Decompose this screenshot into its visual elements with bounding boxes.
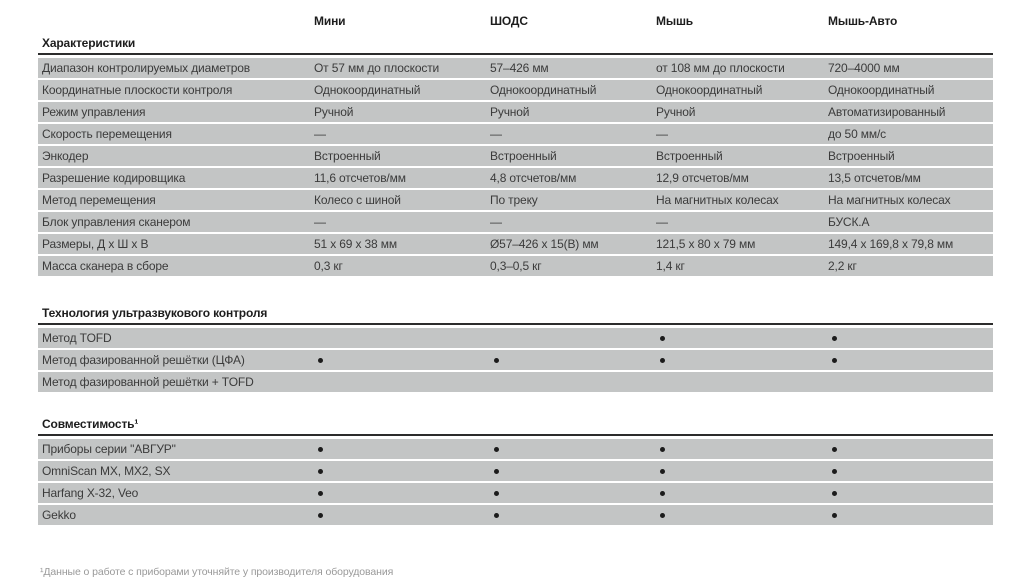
- row-label: Координатные плоскости контроля: [42, 83, 233, 97]
- row-label: Harfang X-32, Veo: [42, 486, 139, 500]
- table-row: [38, 461, 993, 481]
- row-label: Разрешение кодировщика: [42, 171, 186, 185]
- section-rows: [38, 328, 993, 392]
- table-row: [38, 58, 993, 78]
- row-value: Ø57–426 х 15(В) мм: [490, 237, 599, 251]
- row-value: По треку: [490, 193, 538, 207]
- bullet-dot-icon: [318, 491, 323, 496]
- table-row: [38, 439, 993, 459]
- row-value: 720–4000 мм: [828, 61, 900, 75]
- row-label: OmniScan MX, MX2, SX: [42, 464, 171, 478]
- row-value: [314, 439, 490, 459]
- section-rows: [38, 58, 993, 276]
- bullet-dot-icon: [832, 513, 837, 518]
- bullet-dot-icon: [494, 447, 499, 452]
- row-value: —: [490, 215, 502, 229]
- section-title: Технология ультразвукового контроля: [38, 307, 993, 325]
- bullet-dot-icon: [832, 447, 837, 452]
- section-title: Характеристики: [38, 37, 993, 55]
- row-value: 57–426 мм: [490, 61, 549, 75]
- table-row: [38, 80, 993, 100]
- table-row: [38, 234, 993, 254]
- row-value: [828, 439, 993, 459]
- row-value: [656, 328, 828, 348]
- row-value: 13,5 отсчетов/мм: [828, 171, 921, 185]
- row-value: 0,3 кг: [314, 259, 343, 273]
- row-value: [656, 439, 828, 459]
- row-value: [656, 461, 828, 481]
- section-ut-technology: [38, 307, 993, 394]
- row-value: —: [490, 127, 502, 141]
- row-label: Метод фазированной решётки (ЦФА): [42, 353, 245, 367]
- row-label: Метод фазированной решётки + TOFD: [42, 375, 254, 389]
- row-value: 0,3–0,5 кг: [490, 259, 542, 273]
- row-value: [314, 461, 490, 481]
- bullet-dot-icon: [318, 358, 323, 363]
- row-label: Метод перемещения: [42, 193, 156, 207]
- row-value: [314, 350, 490, 370]
- row-value: [656, 350, 828, 370]
- row-value: [656, 483, 828, 503]
- table-row: [38, 190, 993, 210]
- row-label: Размеры, Д х Ш х В: [42, 237, 149, 251]
- column-header-shods: ШОДС: [490, 14, 528, 28]
- row-label: Режим управления: [42, 105, 146, 119]
- row-value: —: [656, 127, 668, 141]
- bullet-dot-icon: [660, 469, 665, 474]
- bullet-dot-icon: [494, 491, 499, 496]
- row-value: [314, 483, 490, 503]
- row-value: Ручной: [656, 105, 696, 119]
- table-row: [38, 212, 993, 232]
- row-label: Приборы серии "АВГУР": [42, 442, 176, 456]
- row-label: Диапазон контролируемых диаметров: [42, 61, 250, 75]
- table-row: [38, 256, 993, 276]
- row-value: Автоматизированный: [828, 105, 946, 119]
- row-value: —: [314, 215, 326, 229]
- row-value: 149,4 х 169,8 х 79,8 мм: [828, 237, 954, 251]
- bullet-dot-icon: [660, 358, 665, 363]
- row-value: 2,2 кг: [828, 259, 857, 273]
- row-value: [490, 505, 656, 525]
- row-value: 1,4 кг: [656, 259, 685, 273]
- row-value: 12,9 отсчетов/мм: [656, 171, 749, 185]
- row-value: Встроенный: [656, 149, 723, 163]
- bullet-dot-icon: [318, 469, 323, 474]
- bullet-dot-icon: [660, 491, 665, 496]
- row-label: Блок управления сканером: [42, 215, 191, 229]
- row-value: Однокоординатный: [490, 83, 597, 97]
- row-value: [490, 439, 656, 459]
- bullet-dot-icon: [494, 469, 499, 474]
- bullet-dot-icon: [660, 447, 665, 452]
- row-value: [490, 461, 656, 481]
- bullet-dot-icon: [832, 469, 837, 474]
- footnote-clipped: ¹Данные о работе с приборами уточняйте у производителя оборудования: [40, 566, 394, 578]
- table-row: [38, 102, 993, 122]
- bullet-dot-icon: [318, 513, 323, 518]
- row-label: Скорость перемещения: [42, 127, 172, 141]
- column-header-mysh: Мышь: [656, 14, 694, 28]
- row-label: Gekko: [42, 508, 76, 522]
- row-value: 121,5 х 80 х 79 мм: [656, 237, 756, 251]
- table-row: [38, 483, 993, 503]
- row-value: [490, 350, 656, 370]
- row-value: На магнитных колесах: [828, 193, 951, 207]
- table-row: [38, 168, 993, 188]
- row-value: Встроенный: [314, 149, 381, 163]
- row-value: [828, 328, 993, 348]
- bullet-dot-icon: [832, 358, 837, 363]
- row-value: [828, 505, 993, 525]
- bullet-dot-icon: [494, 358, 499, 363]
- row-value: От 57 мм до плоскости: [314, 61, 440, 75]
- table-row: [38, 146, 993, 166]
- table-row: [38, 372, 993, 392]
- column-header-mysh-avto: Мышь-Авто: [828, 14, 898, 28]
- row-value: Однокоординатный: [314, 83, 421, 97]
- section-characteristics: [38, 37, 993, 278]
- row-value: Встроенный: [828, 149, 895, 163]
- row-value: —: [656, 215, 668, 229]
- bullet-dot-icon: [660, 513, 665, 518]
- table-row: [38, 124, 993, 144]
- column-header-row: [38, 14, 993, 28]
- row-value: [828, 483, 993, 503]
- row-value: Однокоординатный: [656, 83, 763, 97]
- column-header-mini: Мини: [314, 14, 346, 28]
- section-title: Совместимость¹: [38, 418, 993, 436]
- row-value: от 108 мм до плоскости: [656, 61, 785, 75]
- row-value: до 50 мм/с: [828, 127, 887, 141]
- bullet-dot-icon: [832, 336, 837, 341]
- table-row: [38, 350, 993, 370]
- row-value: 11,6 отсчетов/мм: [314, 171, 406, 185]
- column-header-empty: [38, 14, 314, 28]
- row-value: Колесо с шиной: [314, 193, 401, 207]
- row-value: 51 х 69 х 38 мм: [314, 237, 397, 251]
- row-value: —: [314, 127, 326, 141]
- row-value: [828, 461, 993, 481]
- row-value: Ручной: [490, 105, 530, 119]
- row-value: Встроенный: [490, 149, 557, 163]
- bullet-dot-icon: [494, 513, 499, 518]
- bullet-dot-icon: [318, 447, 323, 452]
- row-label: Масса сканера в сборе: [42, 259, 169, 273]
- bullet-dot-icon: [660, 336, 665, 341]
- row-value: [656, 505, 828, 525]
- table-row: [38, 505, 993, 525]
- row-value: [490, 483, 656, 503]
- row-value: 4,8 отсчетов/мм: [490, 171, 577, 185]
- section-compatibility: [38, 418, 993, 527]
- section-rows: [38, 439, 993, 525]
- row-value: БУСК.А: [828, 215, 870, 229]
- row-value: На магнитных колесах: [656, 193, 779, 207]
- row-value: [828, 350, 993, 370]
- row-value: Ручной: [314, 105, 354, 119]
- table-row: [38, 328, 993, 348]
- bullet-dot-icon: [832, 491, 837, 496]
- row-value: Однокоординатный: [828, 83, 935, 97]
- row-label: Энкодер: [42, 149, 89, 163]
- row-value: [314, 505, 490, 525]
- row-label: Метод TOFD: [42, 331, 112, 345]
